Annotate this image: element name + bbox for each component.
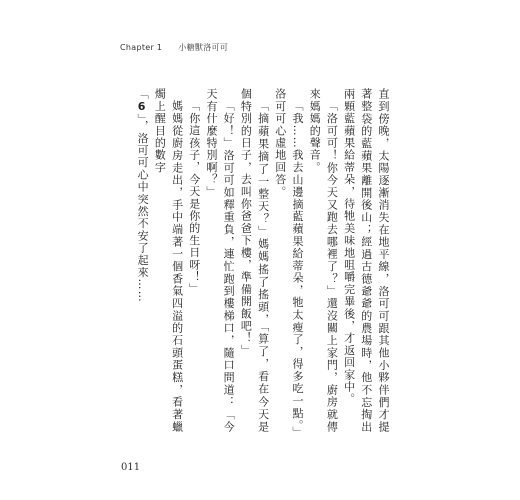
paragraph-8-text: 」，洛可可心中突然不安了起來…… — [136, 113, 150, 303]
paragraph-7: 媽媽從廚房走出，手中端著一個香氣四溢的石頭蛋糕，看著蠟燭上醒目的數字 — [153, 88, 184, 433]
birthday-number: 6 — [137, 100, 147, 114]
paragraph-8 — [134, 88, 151, 433]
chapter-title: 小糖獸洛可可 — [178, 43, 229, 52]
paragraph-3: 「我……我去山邊摘藍蘋果給蒂朵，牠太瘦了，得多吃一點。」洛可可心虛地回答。 — [273, 88, 304, 433]
page-number: 011 — [121, 462, 141, 473]
paragraph-5: 「好！」洛可可如釋重負，連忙跑到樓梯口，隨口問道：「今天有什麼特別啊？」 — [204, 88, 236, 433]
running-header — [120, 42, 228, 53]
paragraph-8-prefix: 「 — [136, 88, 150, 101]
vertical-body-text — [134, 88, 392, 433]
chapter-label: Chapter 1 — [120, 43, 163, 52]
paragraph-2: 「洛可可！你今天又跑去哪裡了？」還沒關上家門，廚房就傳來媽媽的聲音。 — [308, 88, 339, 433]
paragraph-4: 「摘蘋果摘了一整天？」媽媽搖了搖頭，「算了，看在今天是個特別的日子，去叫你爸爸下樓，準備開飯吧！」 — [239, 88, 270, 433]
paragraph-1: 直到傍晚，太陽逐漸消失在地平線，洛可可跟其他小夥伴們才提著整袋的藍蘋果離開後山；經過古德爺爺的農場時，他不忘掏出兩顆藍蘋果給蒂朵，待牠美味地咀嚼完畢後，才返回家中。 — [342, 88, 390, 433]
paragraph-6: 「你這孩子，今天是你的生日呀！」 — [187, 100, 201, 296]
